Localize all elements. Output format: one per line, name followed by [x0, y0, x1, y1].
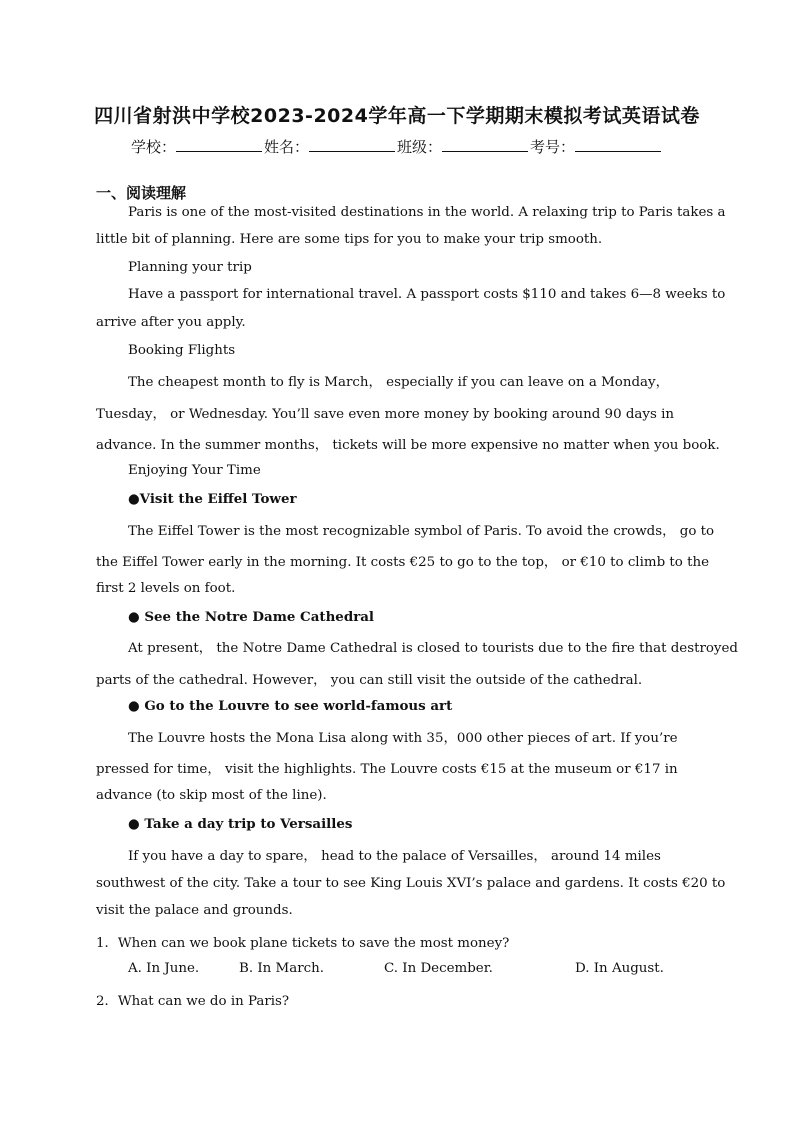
- passage-line: If you have a day to spare， head to the palace of Versailles， around 14 miles: [128, 849, 661, 864]
- student-info-line: [0, 136, 794, 157]
- question-text: 2．What can we do in Paris?: [96, 994, 290, 1009]
- school-blank[interactable]: [176, 137, 262, 152]
- exam-title: 四川省射洪中学校2023-2024学年高一下学期期末模拟考试英语试卷: [94, 105, 700, 127]
- passage-line: Tuesday， or Wednesday. You’ll save even more money by booking around 90 days in: [96, 407, 674, 422]
- passage-line: parts of the cathedral. However， you can still visit the outside of the cathedral.: [96, 673, 643, 688]
- passage-line: arrive after you apply.: [96, 315, 246, 330]
- passage-line: southwest of the city. Take a tour to see King Louis XVI’s palace and gardens. It costs €20 to: [96, 876, 726, 891]
- option-c[interactable]: C. In December.: [384, 961, 493, 976]
- passage-line: Have a passport for international travel. A passport costs $110 and takes 6—8 weeks to: [128, 287, 726, 302]
- passage-line: the Eiffel Tower early in the morning. It costs €25 to go to the top， or €10 to climb to the: [96, 555, 710, 570]
- option-a[interactable]: A. In June.: [128, 961, 200, 976]
- tip-heading: ● Take a day trip to Versailles: [128, 816, 353, 832]
- option-d[interactable]: D. In August.: [575, 961, 664, 976]
- name-label: 姓名：: [263, 138, 309, 156]
- passage-line: visit the palace and grounds.: [96, 903, 293, 918]
- passage-subheading: Planning your trip: [128, 260, 252, 275]
- passage-subheading: Enjoying Your Time: [128, 463, 261, 478]
- section-heading: 一、阅读理解: [96, 184, 187, 202]
- passage-line: pressed for time， visit the highlights. The Louvre costs €15 at the museum or €17 in: [96, 762, 678, 777]
- exam-number-label: 考号：: [530, 138, 576, 156]
- passage-line: The cheapest month to fly is March， especially if you can leave on a Monday，: [128, 375, 669, 390]
- tip-heading: ● Go to the Louvre to see world-famous art: [128, 698, 453, 714]
- passage-line: At present， the Notre Dame Cathedral is closed to tourists due to the fire that destroyed: [128, 641, 738, 656]
- passage-subheading: Booking Flights: [128, 343, 236, 358]
- exam-number-blank[interactable]: [575, 137, 661, 152]
- school-label: 学校：: [130, 138, 176, 156]
- passage-line: The Louvre hosts the Mona Lisa along with 35，000 other pieces of art. If you’re: [128, 731, 678, 746]
- class-blank[interactable]: [442, 137, 528, 152]
- passage-line: The Eiffel Tower is the most recognizable symbol of Paris. To avoid the crowds， go to: [128, 524, 715, 539]
- question-text: 1．When can we book plane tickets to save the most money?: [96, 936, 510, 951]
- tip-heading: ●Visit the Eiffel Tower: [128, 491, 297, 507]
- class-label: 班级：: [397, 138, 443, 156]
- option-b[interactable]: B. In March.: [239, 961, 324, 976]
- passage-line: little bit of planning. Here are some tips for you to make your trip smooth.: [96, 232, 603, 247]
- passage-line: advance. In the summer months， tickets will be more expensive no matter when you book.: [96, 438, 720, 453]
- name-blank[interactable]: [309, 137, 395, 152]
- passage-line: advance (to skip most of the line).: [96, 788, 327, 803]
- passage-line: Paris is one of the most-visited destinations in the world. A relaxing trip to Paris takes a: [128, 205, 726, 220]
- passage-line: first 2 levels on foot.: [96, 581, 236, 596]
- tip-heading: ● See the Notre Dame Cathedral: [128, 609, 375, 625]
